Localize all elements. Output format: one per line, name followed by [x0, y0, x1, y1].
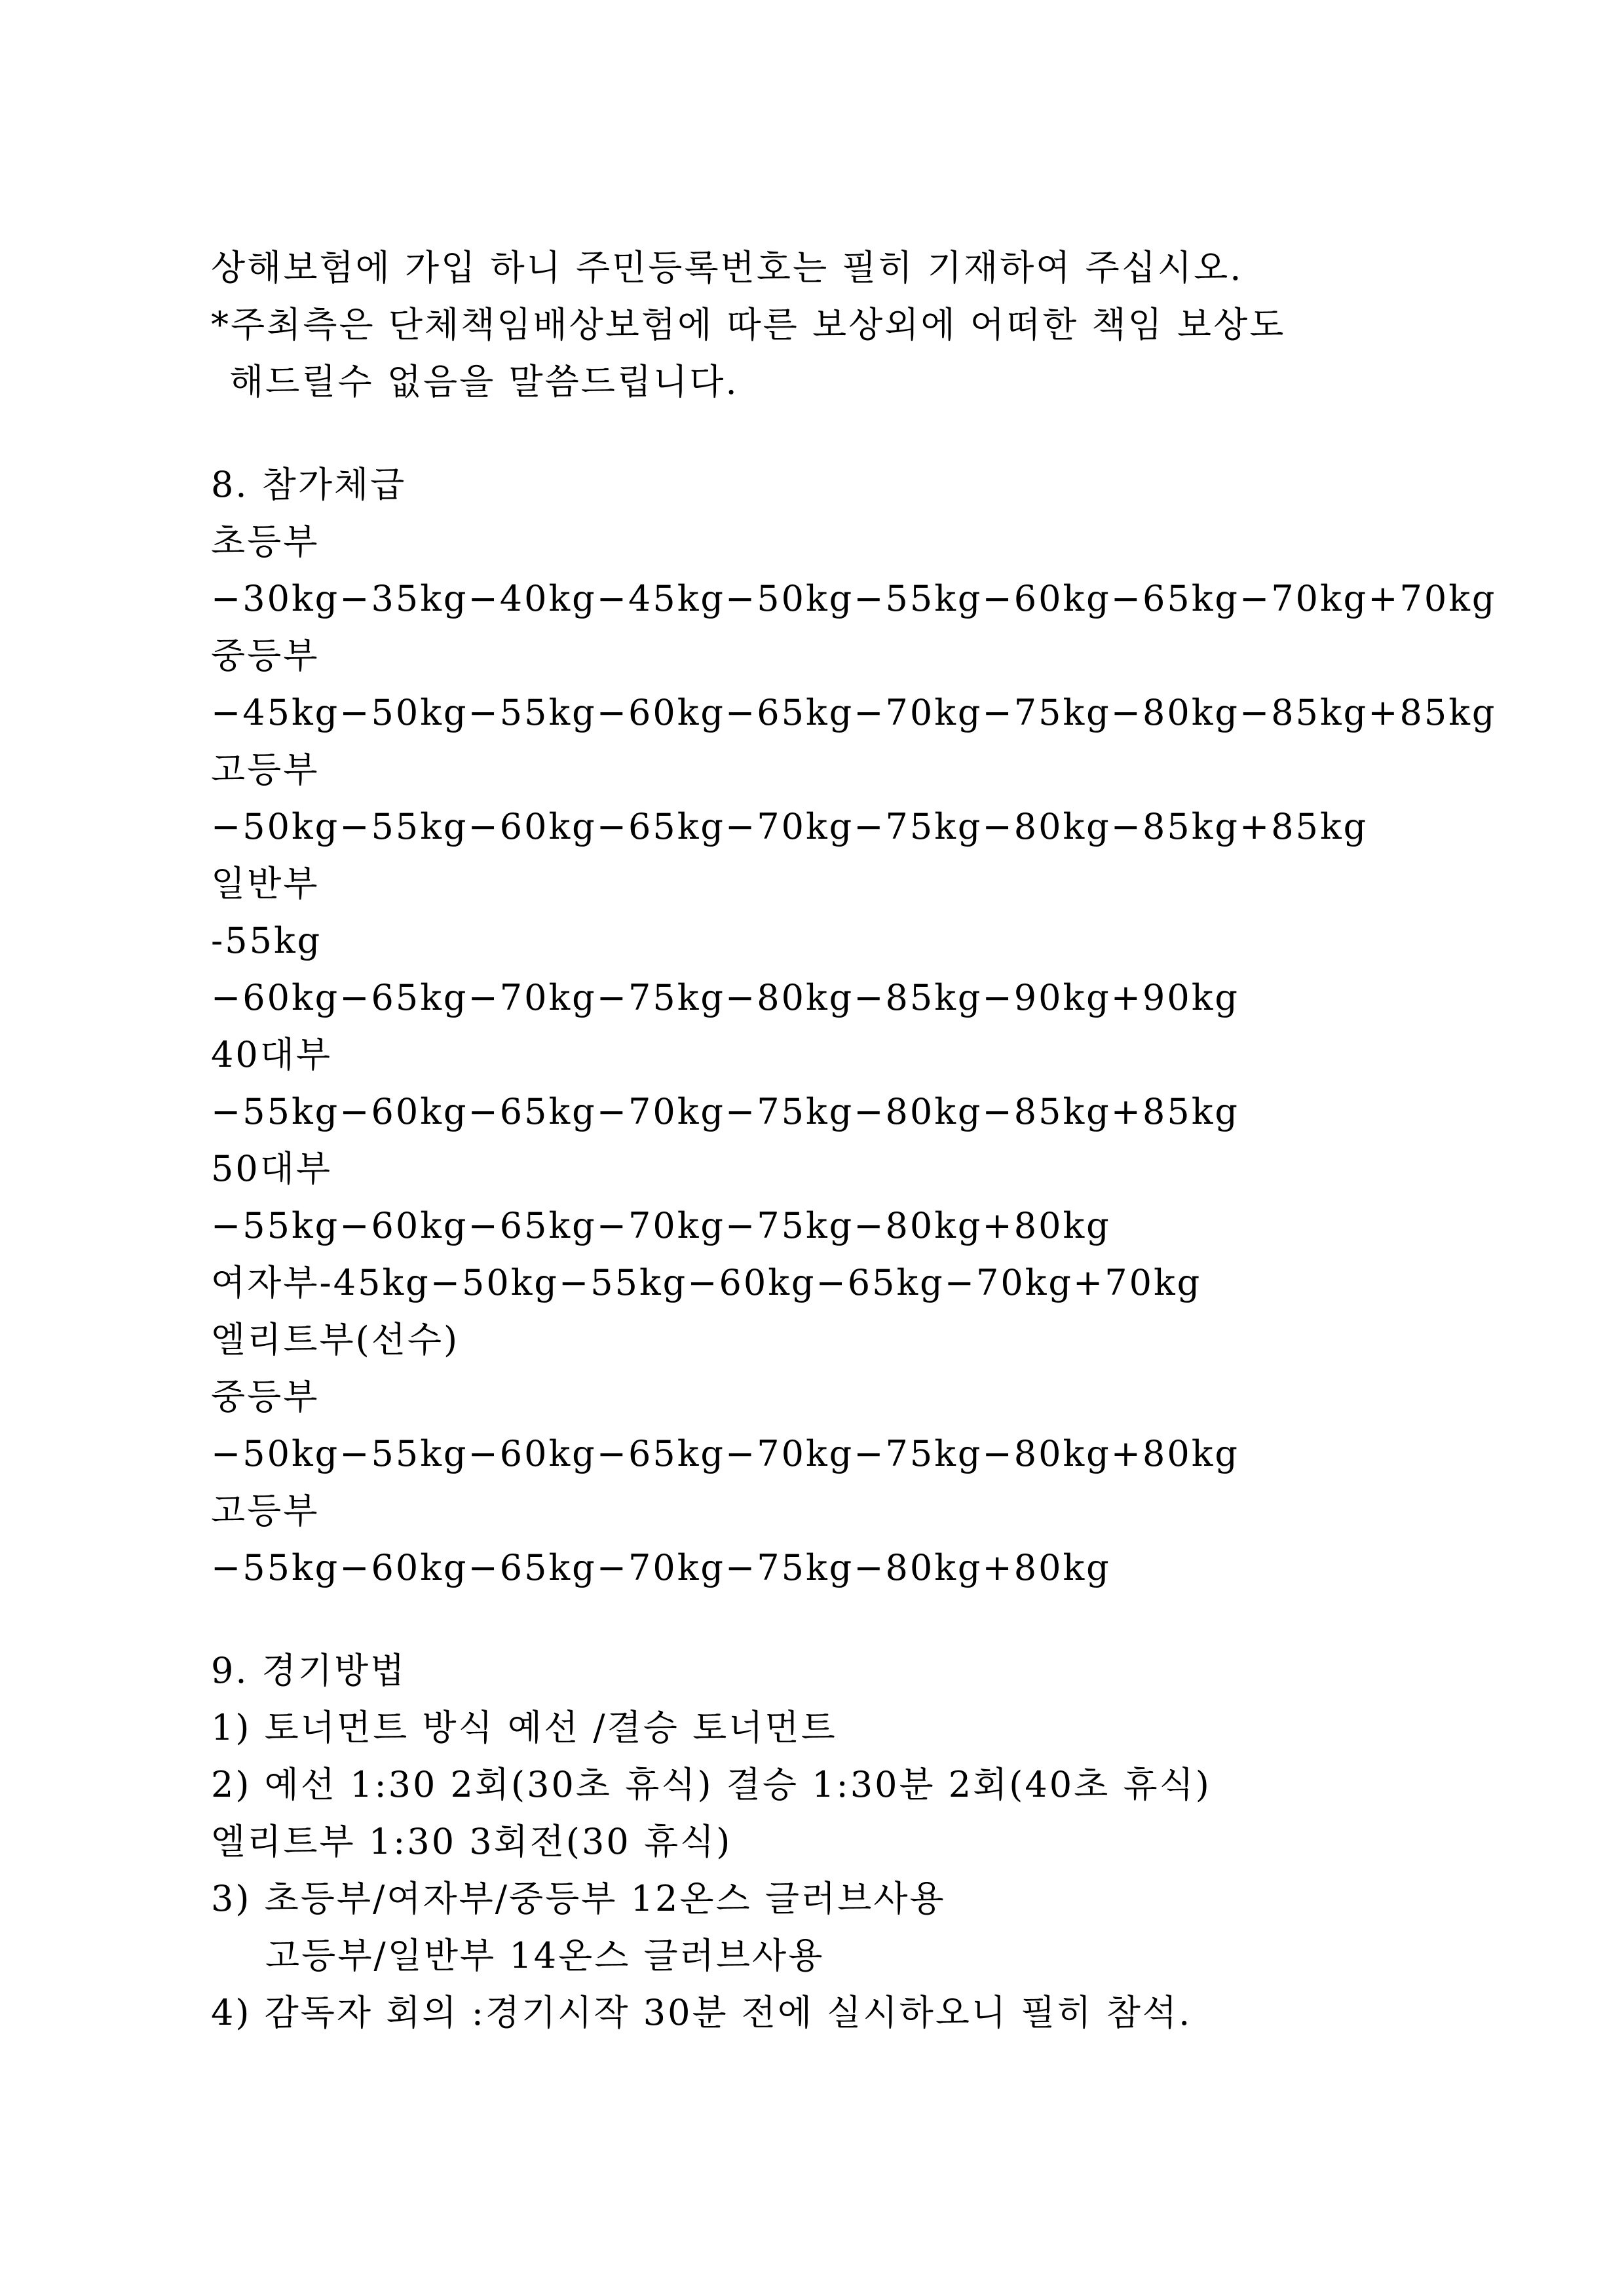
match-method-item-3: 3) 초등부/여자부/중등부 12온스 글러브사용 — [211, 1878, 946, 1919]
match-method-heading: 9. 경기방법 — [211, 1650, 407, 1691]
fifties-label: 50대부 — [211, 1148, 333, 1189]
match-method-item-4: 4) 감독자 회의 :경기시작 30분 전에 실시하오니 필히 참석. — [211, 1992, 1192, 2033]
weight-classes-heading: 8. 참가체급 — [211, 464, 407, 505]
middle-classes: −45kg−50kg−55kg−60kg−65kg−70kg−75kg−80kg−85kg+85kg — [211, 692, 1497, 733]
insurance-notice-line-2: *주최측은 단체책임배상보험에 따른 보상외에 어떠한 책임 보상도 — [211, 304, 1286, 345]
middle-label: 중등부 — [211, 635, 320, 676]
elementary-label: 초등부 — [211, 521, 320, 562]
women-classes: 여자부-45kg−50kg−55kg−60kg−65kg−70kg+70kg — [211, 1262, 1202, 1303]
fifties-classes: −55kg−60kg−65kg−70kg−75kg−80kg+80kg — [211, 1205, 1111, 1246]
general-classes-1: -55kg — [211, 920, 322, 961]
general-label: 일반부 — [211, 863, 320, 904]
forties-label: 40대부 — [211, 1034, 333, 1075]
elite-label: 엘리트부(선수) — [211, 1319, 460, 1360]
elite-high-classes: −55kg−60kg−65kg−70kg−75kg−80kg+80kg — [211, 1547, 1111, 1588]
high-classes: −50kg−55kg−60kg−65kg−70kg−75kg−80kg−85kg+85kg — [211, 806, 1369, 847]
high-label: 고등부 — [211, 749, 320, 790]
general-classes-2: −60kg−65kg−70kg−75kg−80kg−85kg−90kg+90kg — [211, 977, 1239, 1018]
elite-middle-classes: −50kg−55kg−60kg−65kg−70kg−75kg−80kg+80kg — [211, 1433, 1239, 1474]
match-method-item-1: 1) 토너먼트 방식 예선 /결승 토너먼트 — [211, 1707, 837, 1748]
match-method-item-2: 2) 예선 1:30 2회(30초 휴식) 결승 1:30분 2회(40초 휴식) — [211, 1764, 1211, 1805]
insurance-notice-line-1: 상해보험에 가입 하니 주민등록번호는 필히 기재하여 주십시오. — [211, 247, 1243, 288]
elite-middle-label: 중등부 — [211, 1376, 320, 1417]
elite-high-label: 고등부 — [211, 1490, 320, 1531]
elementary-classes: −30kg−35kg−40kg−45kg−50kg−55kg−60kg−65kg−70kg+70kg — [211, 578, 1497, 619]
insurance-notice-line-3: 해드릴수 없음을 말씀드립니다. — [229, 361, 739, 402]
forties-classes: −55kg−60kg−65kg−70kg−75kg−80kg−85kg+85kg — [211, 1091, 1239, 1132]
match-method-item-2-elite: 엘리트부 1:30 3회전(30 휴식) — [211, 1821, 732, 1862]
match-method-item-3-cont: 고등부/일반부 14온스 글러브사용 — [265, 1935, 825, 1976]
